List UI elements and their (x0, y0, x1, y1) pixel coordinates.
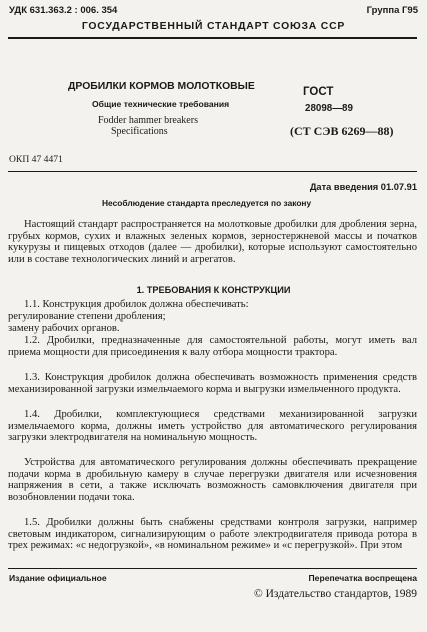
effective-date: Дата введения 01.07.91 (309, 182, 417, 192)
title-english-line2: Specifications (111, 126, 168, 137)
clause-1-3: 1.3. Конструкция дробилок должна обеспечивать возможность применения средств механизированной загрузки измельчаемого корма и выгрузки измельченного продукта. (8, 372, 417, 395)
section-heading: 1. ТРЕБОВАНИЯ К КОНСТРУКЦИИ (136, 285, 291, 295)
prosecution-note: Несоблюдение стандарта преследуется по закону (102, 198, 312, 208)
st-sev-number: (СТ СЭВ 6269—88) (290, 124, 394, 138)
clause-1-5: 1.5. Дробилки должны быть снабжены средствами контроля загрузки, например световым индикатором, сигнализирующим о работе электродвигателя привода ротора в трех режимах: «с недогрузкой», «в номинальном режиме» и «с перегрузкой». При этом (8, 517, 417, 552)
clause-1-4-continued: Устройства для автоматического регулирования должны обеспечивать прекращение подачи корма в дробильную камеру в случае перегрузки двигателя или исчезновения напряжения в сети, а также исключать возможность самовключения двигателя при возобновлении подачи тока. (8, 457, 417, 504)
okp-code: ОКП 47 4471 (9, 154, 63, 165)
group-code: Группа Г95 (366, 5, 418, 16)
scope-paragraph: Настоящий стандарт распространяется на молотковые дробилки для дробления зерна, грубых кормов, сухих и влажных зеленых кормов, зерностержневой массы и початков кукурузы и пищевых отходов (далее — дробилки), которые используют самостоятельно или в составе технологических линий и агрегатов. (8, 219, 417, 266)
clause-1-1: 1.1. Конструкция дробилок должна обеспечивать: (24, 299, 249, 310)
copyright: © Издательство стандартов, 1989 (253, 588, 417, 600)
gost-number: 28098—89 (305, 103, 353, 114)
header-rule (8, 37, 417, 39)
clause-1-1-item-b: замену рабочих органов. (8, 323, 120, 334)
document-title: ДРОБИЛКИ КОРМОВ МОЛОТКОВЫЕ (68, 81, 255, 92)
footer-rule (8, 568, 417, 569)
title-rule (8, 171, 417, 172)
state-standard-banner: ГОСУДАРСТВЕННЫЙ СТАНДАРТ СОЮЗА ССР (81, 21, 346, 32)
official-edition: Издание официальное (9, 573, 107, 583)
title-english-line1: Fodder hammer breakers (98, 115, 198, 126)
gost-label: ГОСТ (303, 86, 334, 98)
document-subtitle: Общие технические требования (92, 99, 230, 109)
udk-code: УДК 631.363.2 : 006. 354 (9, 5, 118, 16)
reprint-prohibited: Перепечатка воспрещена (308, 573, 417, 583)
clause-1-4: 1.4. Дробилки, комплектующиеся средствами механизированной загрузки измельчаемого корма, должны иметь устройство для автоматического регулирования загрузки электродвигателя на номинальную мощность. (8, 409, 417, 444)
clause-1-1-item-a: регулирование степени дробления; (8, 311, 166, 322)
clause-1-2: 1.2. Дробилки, предназначенные для самостоятельной работы, могут иметь вал приема мощности для присоединения к валу отбора мощности трактора. (8, 335, 417, 358)
